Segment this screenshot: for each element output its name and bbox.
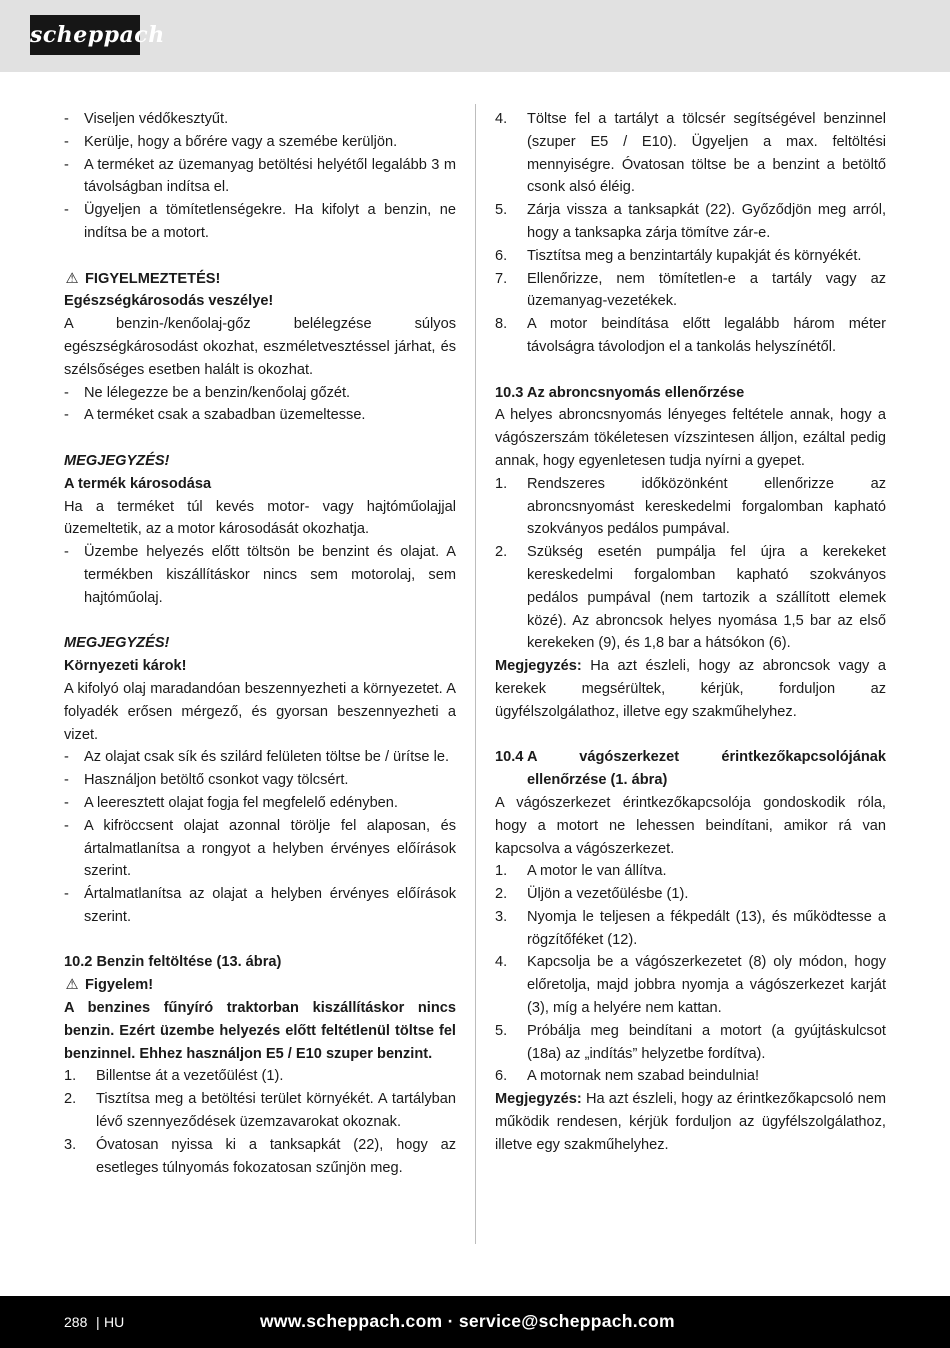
list-item: - Kerülje, hogy a bőrére vagy a szemébe kerüljön. [64, 133, 398, 150]
footer-separator: | [96, 1314, 100, 1330]
note-subtitle: Környezeti károk! [64, 658, 187, 675]
note-paragraph: Megjegyzés: Ha azt észleli, hogy az érintkezőkapcsoló nem működik rendesen, kérjük forduljon az ügyfélszolgálathoz, illetve egy szakműhelyhez. [495, 1091, 886, 1153]
section-heading: 10.4 A vágószerkezet érintkezőkapcsolójának ellenőrzése (1. ábra) [495, 749, 886, 789]
numbered-step: 8. A motor beindítása előtt legalább három méter távolságra távolodjon el a tankolás helyszínétől. [495, 316, 886, 355]
right-column [495, 108, 886, 1157]
numbered-step: 5. Zárja vissza a tanksapkát (22). Győződjön meg arról, hogy a tanksapka zárja tömítve zár-e. [495, 202, 886, 241]
list-item: - A kifröccsent olajat azonnal törölje fel alaposan, és ártalmatlanítsa a rongyot a helyben érvényes előírások szerint. [64, 817, 456, 880]
footer-contact: www.scheppach.com · service@scheppach.com [260, 1311, 675, 1331]
warning-triangle-icon: ⚠ [65, 977, 79, 994]
page-footer [0, 1296, 950, 1348]
numbered-step: 6. A motornak nem szabad beindulnia! [495, 1068, 760, 1085]
numbered-step: 2. Üljön a vezetőülésbe (1). [495, 886, 689, 903]
list-item: - Üzembe helyezés előtt töltsön be benzint és olajat. A termékben kiszállításkor nincs sem motorolaj, sem hajtóműolaj. [64, 544, 456, 606]
note-heading: MEGJEGYZÉS! [64, 452, 170, 469]
scheppach-logo: scheppach [30, 15, 140, 55]
numbered-step: 5. Próbálja meg beindítani a motort (a gyújtáskulcsot (18a) az „indítás” helyzetbe fordítva). [495, 1022, 886, 1062]
page-header [0, 0, 950, 72]
numbered-step: 3. Óvatosan nyissa ki a tanksapkát (22), hogy az esetleges túlnyomás fokozatosan szűnjön meg. [64, 1136, 456, 1176]
warning-triangle-icon: ⚠ [65, 270, 79, 287]
section-text: A helyes abroncsnyomás lényeges feltétele annak, hogy a vágószerszám tökéletesen vízszintesen álljon, ezáltal pedig annak, hogy egyenletesen tudja nyírni a gyepet. [495, 407, 886, 469]
list-item: - A leeresztett olajat fogja fel megfelelő edényben. [64, 794, 398, 811]
section-text: A vágószerkezet érintkezőkapcsolója gondoskodik róla, hogy a motort ne lehessen beindítani, amikor rá van kapcsolva a vágószerkezet. [495, 794, 886, 857]
list-item: - A terméket csak a szabadban üzemeltesse. [64, 407, 366, 424]
numbered-step: 3. Nyomja le teljesen a fékpedált (13), és működtesse a rögzítőféket (12). [495, 908, 886, 948]
list-item: - Ügyeljen a tömítetlenségekre. Ha kifolyt a benzin, ne indítsa be a motort. [64, 202, 456, 241]
numbered-step: 4. Kapcsolja be a vágószerkezetet (8) oly módon, hogy előretolja, majd jobbra nyomja a vágószerkezet karját (3), míg a helyére nem kattan. [495, 954, 886, 1017]
numbered-step: 7. Ellenőrizze, nem tömítetlen-e a tartály vagy az üzemanyag-vezetékek. [495, 270, 886, 310]
attention-heading: ⚠ Figyelem! [64, 974, 456, 997]
section-heading: 10.3 Az abroncsnyomás ellenőrzése [495, 384, 745, 401]
list-item: - Használjon betöltő csonkot vagy tölcsért. [64, 772, 349, 789]
list-item: - Az olajat csak sík és szilárd felületen töltse be / ürítse le. [64, 749, 450, 766]
column-divider [475, 104, 476, 1244]
numbered-step: 2. Tisztítsa meg a betöltési terület környékét. A tartályban lévő szennyeződések üzemzavarokat okoznak. [64, 1091, 456, 1131]
language-code: HU [104, 1314, 125, 1330]
numbered-step: 1. Rendszeres időközönként ellenőrizze az abroncsnyomást kereskedelmi forgalomban kapható szokványos pedálos pumpával. [495, 475, 886, 538]
note-text: A kifolyó olaj maradandóan beszennyezheti a környezetet. A folyadék erősen mérgező, és gyorsan beszennyezheti a vizet. [64, 680, 456, 743]
numbered-step: 6. Tisztítsa meg a benzintartály kupakját és környékét. [495, 247, 862, 264]
note-text: Ha a terméket túl kevés motor- vagy hajtóműolajjal üzemeltetik, az a motor károsodását okozhatja. [64, 498, 456, 538]
numbered-step: 4. Töltse fel a tartályt a tölcsér segítségével benzinnel (szuper E5 / E10). Ügyeljen a max. feltöltési mennyiségre. Óvatosan töltse be a benzint a betöltő csonk alsó éléig. [495, 111, 886, 196]
list-item: - Viseljen védőkesztyűt. [64, 111, 229, 127]
section-heading: 10.2 Benzin feltöltése (13. ábra) [64, 954, 282, 971]
note-heading: MEGJEGYZÉS! [64, 635, 170, 652]
note-paragraph: Megjegyzés: Ha azt észleli, hogy az abroncsok vagy a kerekek megsérültek, kérjük, forduljon az ügyfélszolgálathoz, illetve egy szakműhelyhez. [495, 658, 886, 720]
numbered-step: 1. Billentse át a vezetőülést (1). [64, 1068, 284, 1085]
attention-text: A benzines fűnyíró traktorban kiszállításkor nincs benzin. Ezért üzembe helyezés előtt feltétlenül töltse fel benzinnel. Ehhez használjon E5 / E10 szuper benzint. [64, 1000, 456, 1062]
warning-heading: ⚠ FIGYELMEZTETÉS! [64, 268, 456, 291]
list-item: - Ártalmatlanítsa az olajat a helyben érvényes előírások szerint. [64, 886, 456, 925]
numbered-step: 1. A motor le van állítva. [495, 863, 667, 880]
warning-subtitle: Egészségkárosodás veszélye! [64, 293, 274, 310]
list-item: - Ne lélegezze be a benzin/kenőolaj gőzét. [64, 384, 351, 401]
note-subtitle: A termék károsodása [64, 475, 212, 492]
numbered-step: 2. Szükség esetén pumpálja fel újra a kerekeket kereskedelmi forgalomban kapható szokványos pedálos pumpával (nem tartozik a szállított elemek közé). Az abroncsok helyes nyomása 1,5 bar az első kerekeken (9), és 1,8 bar a hátsókon (6). [495, 544, 886, 652]
warning-text: A benzin-/kenőolaj-gőz belélegzése súlyos egészségkárosodást okozhat, eszméletvesztéssel járhat, és szélsőséges esetben halált is okozhat. [64, 316, 456, 378]
left-column [64, 108, 456, 1179]
list-item: - A terméket az üzemanyag betöltési helyétől legalább 3 m távolságban indítsa el. [64, 156, 456, 196]
page-number: 288 [64, 1314, 88, 1330]
